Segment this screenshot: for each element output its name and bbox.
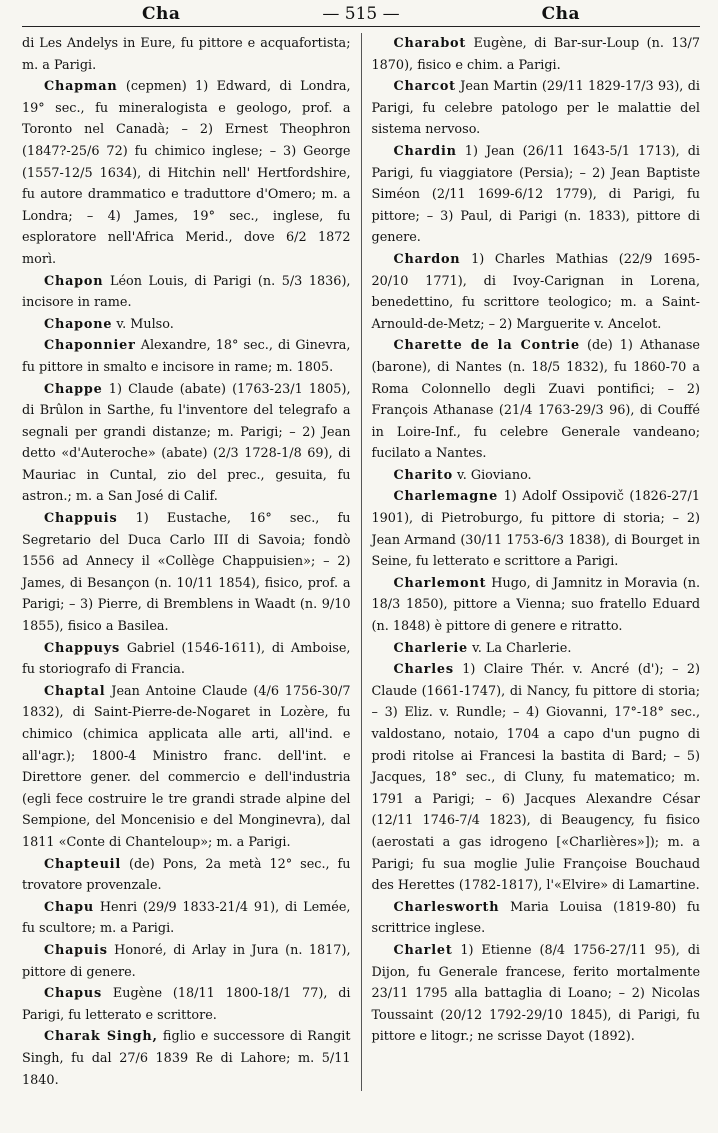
header-left-guide-word: Cha (142, 4, 181, 24)
dictionary-entry (372, 465, 701, 487)
entry-headword: Charles (393, 662, 454, 678)
entry-text: Alexandre, 18° sec., di Ginevra, fu pittore in smalto e incisore in rame; m. 1805. (22, 338, 351, 375)
entry-text: Gabriel (1546-1611), di Amboise, fu storiografo di Francia. (22, 640, 351, 678)
entry-text: (de) Pons, 2a metà 12° sec., fu trovatore provenzale. (22, 856, 351, 894)
entry-headword: Chaptal (44, 683, 106, 699)
page-header (22, 4, 700, 27)
header-right-guide-word: Cha (541, 4, 580, 24)
entry-text: 1) Claire Thér. v. Ancré (d'); – 2) Claude (1661-1747), di Nancy, fu pittore di storia; – 3) Eliz. v. Rundle; – 4) Giovanni, 17°-18° sec., valdostano, notaio, 1704 a capo d'un pugno di prodi ritolse ai Francesi la bastita di Bard; – 5) Jacques, 18° sec., di Cluny, fu matematico; m. 1791 a Parigi; – 6) Jacques Alexandre César (12/11 1746-7/4 1823), di Beaugency, fu fisico (aerostati a gas idrogeno [«Charlières»]); m. a Parigi; fu sua moglie Julie Françoise Bouchaud des Herettes (1782-1817), l'«Elvire» di Lamartine. (371, 662, 701, 894)
text-columns (22, 33, 700, 1091)
dictionary-entry (372, 486, 701, 572)
entry-headword: Charlemont (393, 575, 487, 591)
entry-headword: Charito (393, 467, 453, 483)
entry-text: 1) Jean (26/11 1643-5/1 1713), di Parigi, fu viaggiatore (Persia); – 2) Jean Baptiste Siméon (2/11 1699-6/12 1779), di Parigi, fu pittore; – 3) Paul, di Parigi (n. 1833), pittore di genere. (371, 143, 701, 246)
entry-headword: Charette de la Contrie (393, 338, 580, 354)
entry-headword: Chapu (44, 899, 95, 915)
entry-headword: Chardon (393, 251, 461, 267)
entry-headword: Chaponnier (44, 338, 136, 354)
dictionary-entry (372, 335, 701, 465)
right-column (372, 33, 701, 1091)
dictionary-entry (372, 33, 701, 76)
dictionary-entry (22, 271, 351, 314)
entry-headword: Chappuys (44, 640, 121, 656)
entry-headword: Chappe (44, 381, 103, 397)
dictionary-entry (22, 897, 351, 940)
entry-text: Eugène, di Bar-sur-Loup (n. 13/7 1870), fisico e chim. a Parigi. (371, 36, 701, 73)
dictionary-entry (22, 33, 351, 76)
dictionary-entry (22, 508, 351, 638)
entry-headword: Chappuis (44, 511, 118, 527)
entry-text: Léon Louis, di Parigi (n. 5/3 1836), incisore in rame. (22, 273, 351, 311)
dictionary-entry (22, 681, 351, 854)
dictionary-entry (22, 983, 351, 1026)
dictionary-entry (22, 379, 351, 509)
dictionary-entry (22, 854, 351, 897)
entry-text: Hugo, di Jamnitz in Moravia (n. 18/3 1850), pittore a Vienna; suo fratello Eduard (n. 1848) è pittore di genere e ritratto. (371, 575, 701, 635)
dictionary-entry (372, 573, 701, 638)
dictionary-entry (372, 141, 701, 249)
entry-text: 1) Etienne (8/4 1756-27/11 95), di Dijon, fu Generale francese, ferito mortalmente 23/11 1795 alla battaglia di Loano; – 2) Nicolas Toussaint (20/12 1792-29/10 1845), di Parigi, fu pittore e litogr.; ne scrisse Dayot (1892). (371, 942, 701, 1045)
page-number: — 515 — (322, 4, 400, 24)
entry-headword: Charcot (393, 79, 456, 95)
dictionary-entry (22, 314, 351, 336)
dictionary-entry (372, 940, 701, 1048)
entry-headword: Chapus (44, 986, 103, 1002)
entry-text: 1) Adolf Ossipovič (1826-27/1 1901), di Pietroburgo, fu pittore di storia; – 2) Jean Armand (30/11 1753-6/3 1838), di Bourget in Seine, fu letterato e scrittore a Parigi. (371, 489, 701, 570)
entry-text: 1) Claude (abate) (1763-23/1 1805), di Brûlon in Sarthe, fu l'inventore del telegrafo a segnali per grandi distanze; m. Parigi; – 2) Jean detto «d'Auteroche» (abate) (2/3 1728-1/8 69), di Mauriac in Cuntal, zio del prec., gesuita, fu astron.; m. a San José di Calif. (22, 381, 351, 505)
entry-headword: Charlesworth (393, 899, 500, 915)
entry-headword: Charlet (393, 942, 453, 958)
entry-text: (cepmen) 1) Edward, di Londra, 19° sec., fu mineralogista e geologo, prof. a Toronto nel Canadà; – 2) Ernest Theophron (1847?-25/6 72) fu chimico inglese; – 3) George (1557-12/5 1634), di Hitchin nell' Hertfordshire, fu autore drammatico e traduttore d'Omero; m. a Londra; – 4) James, 19° sec., inglese, fu esploratore nell'Africa Merid., dove 6/2 1872 morì. (22, 79, 351, 267)
entry-headword: Chapuis (44, 942, 108, 958)
entry-headword: Chapman (44, 79, 118, 95)
dictionary-entry (372, 659, 701, 897)
entry-headword: Chapteuil (44, 856, 122, 872)
entry-text: v. Mulso. (116, 316, 174, 332)
entry-text: Henri (29/9 1833-21/4 91), di Lemée, fu scultore; m. a Parigi. (22, 899, 351, 937)
entry-text: 1) Charles Mathias (22/9 1695-20/10 1771), di Ivoy-Carignan in Lorena, benedettino, fu scrittore teologico; m. a Saint-Arnould-de-Metz; – 2) Marguerite v. Ancelot. (371, 251, 701, 332)
entry-headword: Charak Singh, (44, 1029, 158, 1045)
entry-headword: Chapon (44, 273, 104, 289)
dictionary-entry (372, 76, 701, 141)
entry-text: v. La Charlerie. (472, 640, 572, 656)
dictionary-entry (22, 76, 351, 270)
entry-headword: Chardin (393, 143, 457, 159)
entry-text: v. Gioviano. (457, 467, 532, 483)
entry-text: figlio e successore di Rangit Singh, fu dal 27/6 1839 Re di Lahore; m. 5/11 1840. (22, 1029, 351, 1088)
dictionary-entry (372, 249, 701, 335)
entry-text: di Les Andelys in Eure, fu pittore e acquafortista; m. a Parigi. (22, 36, 351, 73)
dictionary-entry (22, 335, 351, 378)
entry-text: 1) Eustache, 16° sec., fu Segretario del Duca Carlo III di Savoia; fondò 1556 ad Annecy il «Collège Chappuisien»; – 2) James, di Besançon (n. 10/11 1854), fisico, prof. a Parigi; – 3) Pierre, di Bremblens in Waadt (n. 9/10 1855), fisico a Basilea. (22, 511, 351, 635)
entry-text: Maria Louisa (1819-80) fu scrittrice inglese. (371, 899, 701, 937)
entry-text: Jean Antoine Claude (4/6 1756-30/7 1832), di Saint-Pierre-de-Nogaret in Lozère, fu chimico (chimica applicata alle arti, all'ind. e all'agr.); 1800-4 Ministro franc. dell'int. e Direttore gener. del commercio e dell'industria (egli fece costruire le tre grandi strade alpine del Sempione, del Moncenisio e del Monginevra), dal 1811 «Conte di Chanteloup»; m. a Parigi. (22, 683, 351, 850)
entry-text: Jean Martin (29/11 1829-17/3 93), di Parigi, fu celebre patologo per le malattie del sistema nervoso. (371, 79, 701, 138)
entry-text: Eugène (18/11 1800-18/1 77), di Parigi, fu letterato e scrittore. (22, 986, 351, 1023)
entry-headword: Charlerie (393, 640, 468, 656)
left-column (22, 33, 351, 1091)
entry-headword: Charlemagne (393, 489, 499, 505)
dictionary-entry (22, 940, 351, 983)
entry-text: (de) 1) Athanase (barone), di Nantes (n. 18/5 1832), fu 1860-70 a Roma Colonnello degli Zuavi pontifici; – 2) François Athanase (21/4 1763-29/3 96), di Couffé in Loire-Inf., fu celebre Generale vandeano; fucilato a Nantes. (371, 338, 701, 462)
dictionary-entry (372, 897, 701, 940)
dictionary-entry (22, 1026, 351, 1091)
column-divider (361, 33, 362, 1091)
dictionary-entry (372, 638, 701, 660)
entry-text: Honoré, di Arlay in Jura (n. 1817), pittore di genere. (22, 942, 351, 980)
entry-headword: Charabot (393, 36, 467, 51)
entry-headword: Chapone (44, 316, 113, 332)
dictionary-entry (22, 638, 351, 681)
